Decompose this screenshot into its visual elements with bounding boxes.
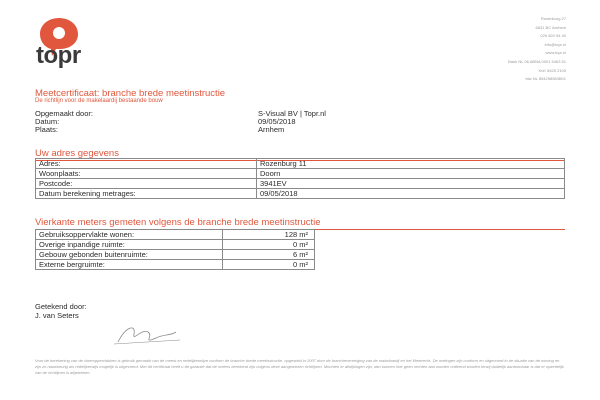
- table-row: [36, 250, 315, 260]
- address-line: www.topr.nl: [545, 50, 566, 56]
- certificate-subtitle: De richtlijn voor de makelaardij bestaande bouw: [35, 98, 163, 104]
- meta-value: Arnhem: [258, 125, 285, 134]
- address-line: Rozenburg 27: [540, 16, 566, 21]
- table-cell-value: 128 m²: [223, 230, 315, 240]
- table-cell-label: Adres:: [36, 159, 257, 169]
- table-cell-value: 0 m²: [223, 260, 315, 270]
- table-cell-value: 0 m²: [223, 240, 315, 250]
- company-address: [508, 15, 566, 84]
- table-row: [36, 169, 565, 179]
- address-line: Bank NL 06 ABNA 0001 5463 51: [508, 58, 566, 64]
- measurements-table: [35, 229, 315, 270]
- meta-value: S-Visual BV | Topr.nl: [258, 109, 326, 118]
- meta-label: Opgemaakt door:: [35, 109, 93, 118]
- address-line: 6831 BC Arnhem: [535, 24, 566, 30]
- table-row: [36, 189, 565, 199]
- table-cell-value: Rozenburg 11: [257, 159, 565, 169]
- table-cell-value: 6 m²: [223, 250, 315, 260]
- signature-icon: [112, 322, 182, 348]
- table-row: [36, 230, 315, 240]
- table-row: [36, 260, 315, 270]
- table-cell-value: 09/05/2018: [257, 189, 565, 199]
- table-cell-label: Overige inpandige ruimte:: [36, 240, 223, 250]
- table-row: [36, 240, 315, 250]
- certificate-title: Meetcertificaat: branche brede meetinstructie: [35, 88, 226, 99]
- section-title-measurements: Vierkante meters gemeten volgens de branche brede meetinstructie: [35, 217, 321, 228]
- address-line: KvK 8425 2105: [538, 67, 566, 73]
- address-line: info@topr.nl: [544, 41, 566, 47]
- disclaimer-text: Voor de berekening van de vloeroppervlakken is gebruik gemaakt van de meest en redelijkerwijze conform de branche brede meetinstructie, opgesteld in 2007 door de branchevereniging van de makelaardij en het Meetrecht. De metingen zijn conform en uitgevoerd in de situatie van de woning en zijn zo nauwkeurig als redelijkerwijs mogelijk is uitgevoerd. Met dit certificaat heeft u de garantie dat de meters berekend zijn volgens deze aangewezen richtlijnen. Mochten er afwijkingen zijn, dan kunnen hier geen rechten aan worden ontleend worden tenzij duidelijk aantoonbaar is dat er opzettelijk van de richtlijnen is afgeweken.: [35, 358, 564, 375]
- meta-label: Datum:: [35, 117, 60, 126]
- signed-label: Getekend door:: [35, 302, 87, 311]
- table-cell-value: 3941EV: [257, 179, 565, 189]
- table-cell-value: Doorn: [257, 169, 565, 179]
- address-table: [35, 158, 565, 199]
- table-row: [36, 179, 565, 189]
- meta-label: Plaats:: [35, 125, 58, 134]
- table-cell-label: Postcode:: [36, 179, 257, 189]
- address-line: 026 820 94 40: [540, 33, 566, 39]
- table-cell-label: Externe bergruimte:: [36, 260, 223, 270]
- table-row: [36, 159, 565, 169]
- signed-block: [35, 302, 87, 320]
- section-title-address: Uw adres gegevens: [35, 148, 119, 159]
- table-cell-label: Woonplaats:: [36, 169, 257, 179]
- table-cell-label: Gebouw gebonden buitenruimte:: [36, 250, 223, 260]
- logo-wordmark: topr: [36, 42, 81, 69]
- meta-value: 09/05/2018: [258, 117, 296, 126]
- signer-name: J. van Seters: [35, 311, 79, 320]
- table-cell-label: Datum berekening metrages:: [36, 189, 257, 199]
- address-line: btw NL 854298583B01: [525, 76, 566, 82]
- table-cell-label: Gebruiksoppervlakte wonen:: [36, 230, 223, 240]
